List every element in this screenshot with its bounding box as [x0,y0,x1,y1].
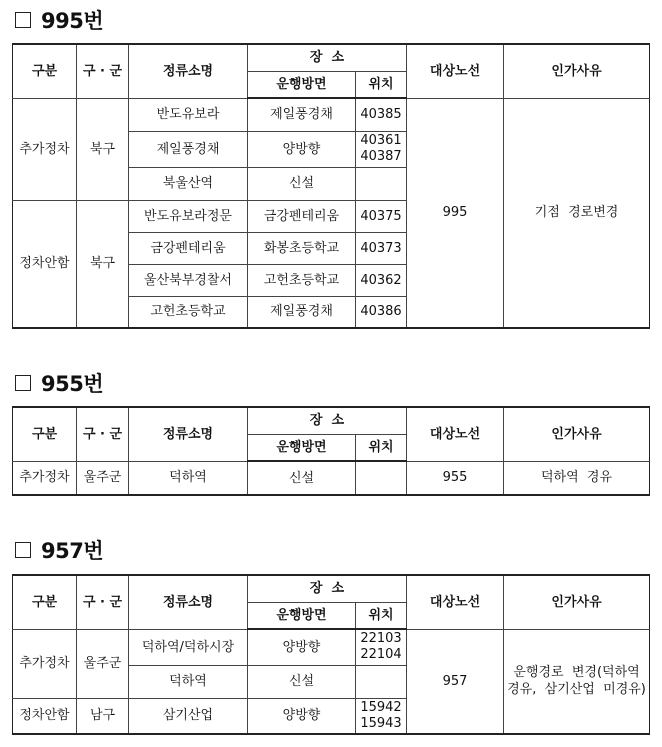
cell-route: 955 [407,461,504,495]
cell-gugun: 울주군 [77,461,129,495]
location-line: 22104 [360,647,402,663]
header-location: 위치 [356,602,407,629]
cell-direction: 신설 [248,167,356,200]
cell-route: 995 [407,98,504,328]
cell-gubun: 추가정차 [13,98,77,200]
cell-reason: 기점 경로변경 [504,98,650,328]
cell-direction: 양방향 [248,131,356,167]
location-line: 40387 [360,149,402,164]
cell-location: 40385 [356,98,407,131]
header-gubun: 구분 [13,575,77,629]
cell-stop: 덕하역 [129,665,248,698]
cell-location [356,167,407,200]
cell-location: 40362 [356,264,407,296]
cell-gubun: 정차안함 [13,698,77,734]
checkbox-icon [15,542,31,558]
cell-gugun: 남구 [77,698,129,734]
header-stop-name: 정류소명 [129,575,248,629]
cell-stop: 금강펜테리움 [129,232,248,264]
cell-direction: 신설 [248,461,356,495]
cell-location [356,665,407,698]
section-title [12,537,103,563]
reason-line: 운행경로 변경(덕하역 [513,665,640,681]
header-place: 장 소 [248,575,407,602]
header-stop-name: 정류소명 [129,407,248,461]
cell-stop: 북울산역 [129,167,248,200]
header-direction: 운행방면 [248,434,356,461]
cell-location: 40375 [356,200,407,232]
header-route: 대상노선 [407,575,504,629]
header-place: 장 소 [248,407,407,434]
cell-stop: 반도유보라정문 [129,200,248,232]
section-title [12,370,103,396]
cell-direction: 신설 [248,665,356,698]
cell-stop: 덕하역/덕하시장 [129,629,248,665]
cell-route: 957 [407,629,504,734]
cell-stop: 고헌초등학교 [129,296,248,328]
cell-gubun: 추가정차 [13,461,77,495]
cell-reason [504,629,650,734]
cell-location [356,629,407,665]
cell-direction: 양방향 [248,698,356,734]
cell-location [356,461,407,495]
cell-stop: 제일풍경채 [129,131,248,167]
route-table-955 [12,406,650,496]
header-location: 위치 [356,434,407,461]
cell-stop: 반도유보라 [129,98,248,131]
section-title-text: 955번 [41,372,104,396]
header-gubun: 구분 [13,407,77,461]
cell-location: 40373 [356,232,407,264]
cell-reason: 덕하역 경유 [504,461,650,495]
cell-location: 40386 [356,296,407,328]
cell-direction: 양방향 [248,629,356,665]
section-title-text: 995번 [41,9,104,33]
header-reason: 인가사유 [504,407,650,461]
header-route: 대상노선 [407,44,504,98]
route-table-995 [12,43,650,329]
cell-location [356,698,407,734]
header-gugun: 구 · 군 [77,575,129,629]
cell-gugun: 북구 [77,98,129,200]
location-line: 15943 [360,715,402,731]
route-table-957 [12,574,650,735]
header-location: 위치 [356,71,407,98]
section-title-text: 957번 [41,539,104,563]
cell-location [356,131,407,167]
header-reason: 인가사유 [504,44,650,98]
cell-direction: 고헌초등학교 [248,264,356,296]
checkbox-icon [15,375,31,391]
header-gubun: 구분 [13,44,77,98]
cell-direction: 금강펜테리움 [248,200,356,232]
header-gugun: 구 · 군 [77,44,129,98]
cell-stop: 삼기산업 [129,698,248,734]
cell-direction: 제일풍경채 [248,296,356,328]
header-place: 장 소 [248,44,407,71]
location-line: 22103 [360,631,402,647]
cell-direction: 제일풍경채 [248,98,356,131]
reason-line: 경유, 삼기산업 미경유) [507,682,646,698]
header-route: 대상노선 [407,407,504,461]
cell-gugun: 울주군 [77,629,129,698]
location-line: 15942 [360,699,402,715]
header-stop-name: 정류소명 [129,44,248,98]
header-direction: 운행방면 [248,602,356,629]
cell-gugun: 북구 [77,200,129,328]
header-direction: 운행방면 [248,71,356,98]
header-gugun: 구 · 군 [77,407,129,461]
location-line: 40361 [360,133,402,148]
header-reason: 인가사유 [504,575,650,629]
checkbox-icon [15,12,31,28]
cell-gubun: 정차안함 [13,200,77,328]
cell-direction: 화봉초등학교 [248,232,356,264]
cell-gubun: 추가정차 [13,629,77,698]
section-title [12,7,103,33]
cell-stop: 울산북부경찰서 [129,264,248,296]
cell-stop: 덕하역 [129,461,248,495]
